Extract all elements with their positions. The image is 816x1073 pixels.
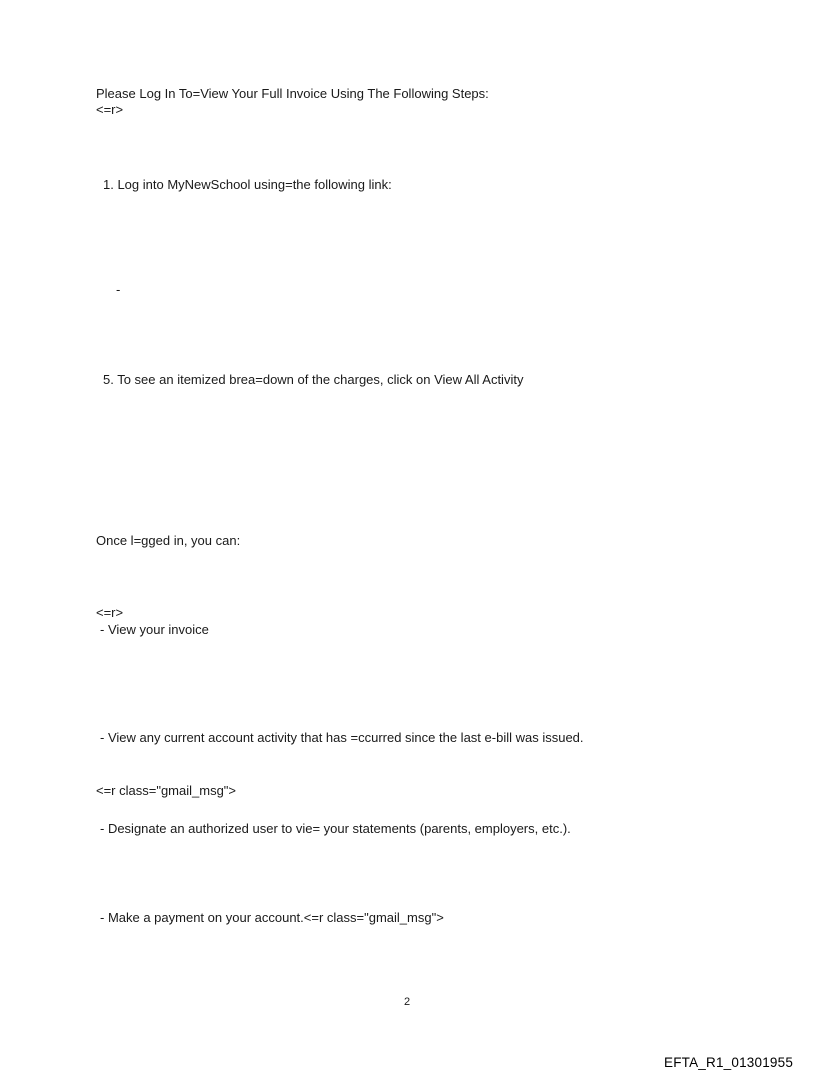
once-logged-in-line: Once l=gged in, you can:: [96, 533, 241, 548]
bullet-designate-user: - Designate an authorized user to vie= your statements (parents, employers, etc.).: [100, 821, 571, 836]
br-tag-line: <=r>: [96, 102, 124, 117]
bullet-view-invoice: - View your invoice: [100, 622, 209, 637]
step-1-line: 1. Log into MyNewSchool using=the following link:: [103, 177, 392, 192]
br-tag-line-2: <=r>: [96, 605, 124, 620]
dash-line: -: [116, 282, 121, 297]
br-tag-gmail-line: <=r class="gmail_msg">: [96, 783, 237, 798]
header-line: Please Log In To=View Your Full Invoice Using The Following Steps:: [96, 86, 489, 101]
step-5-line: 5. To see an itemized brea=down of the charges, click on View All Activity: [103, 372, 524, 387]
page-number: 2: [404, 996, 411, 1008]
document-id-stamp: EFTA_R1_01301955: [664, 1055, 794, 1070]
bullet-view-activity: - View any current account activity that has =ccurred since the last e-bill was issued.: [100, 730, 584, 745]
bullet-make-payment: - Make a payment on your account.<=r class="gmail_msg">: [100, 910, 444, 925]
